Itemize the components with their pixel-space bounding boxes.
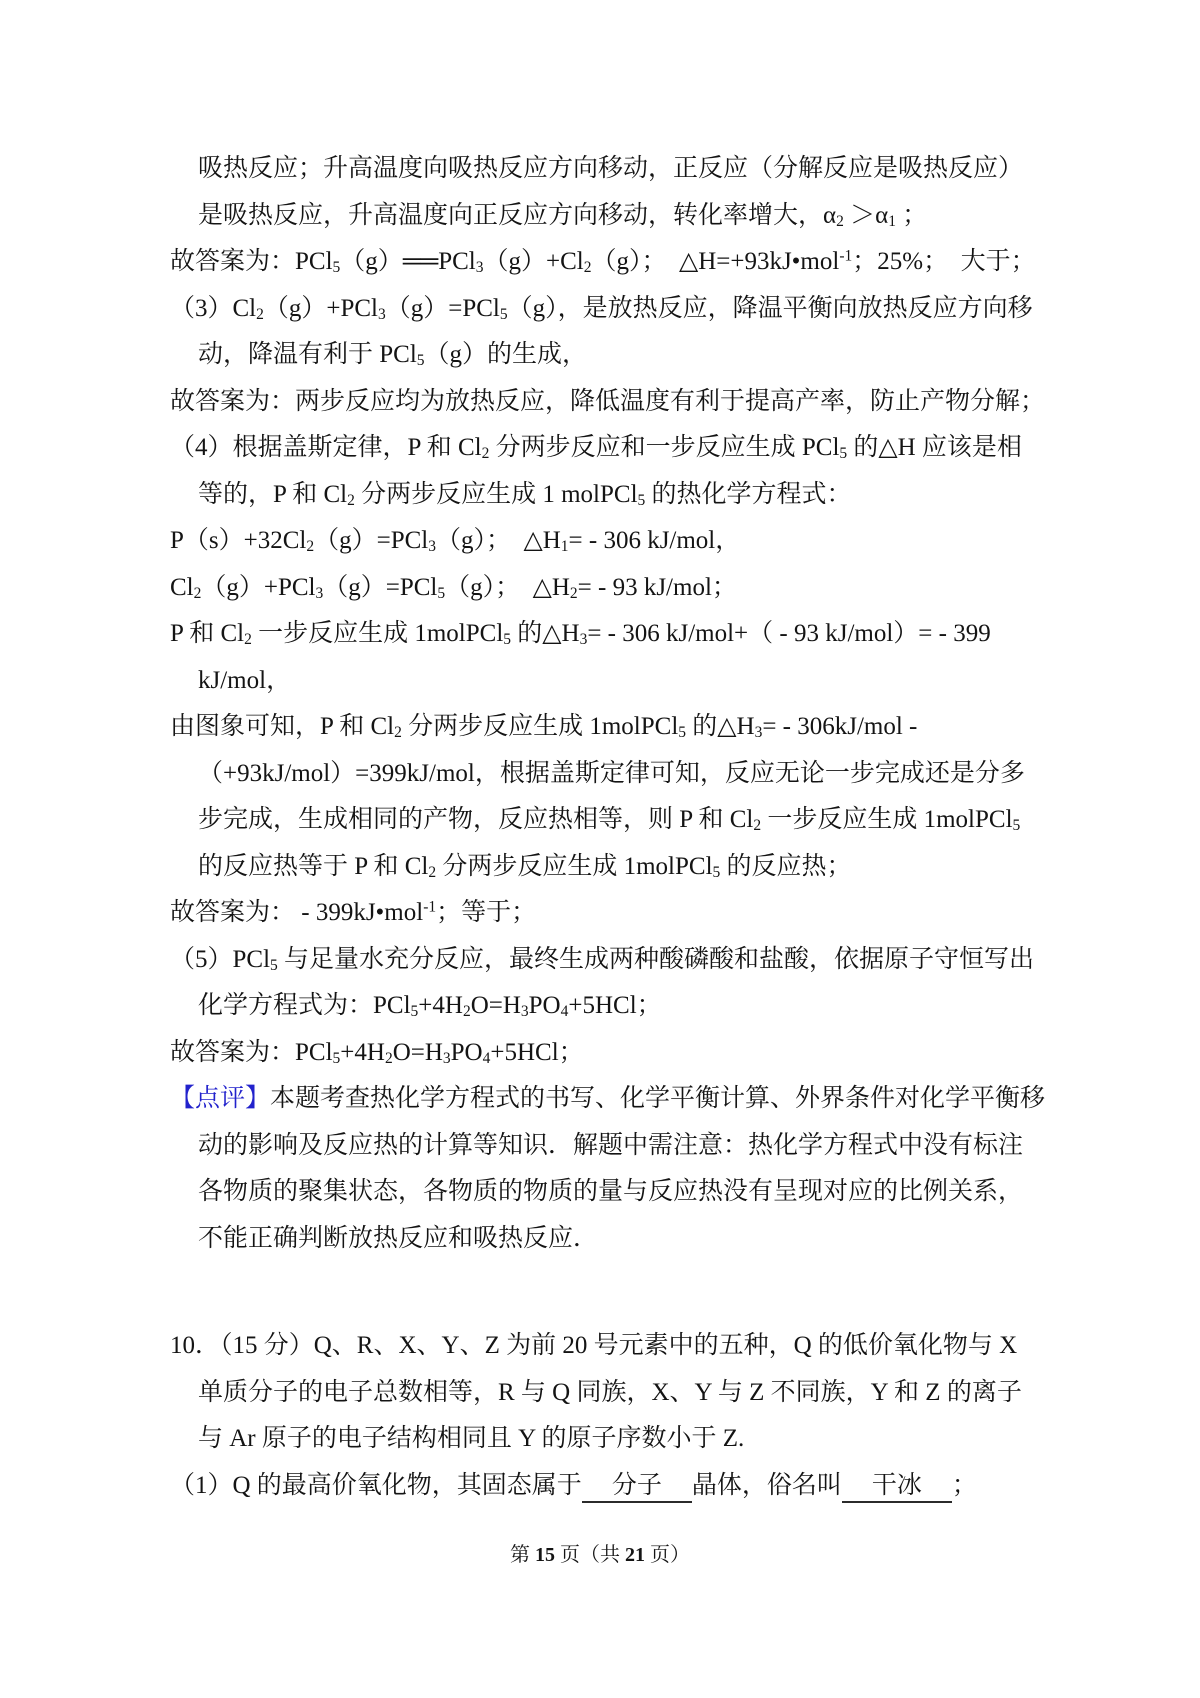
- text-span: 的反应热等于 P 和 $Cl_2$ 分两步反应生成 1molPCl$_5$ 的反应热；: [198, 852, 852, 881]
- text-span: kJ/mol，: [198, 666, 292, 694]
- text-line: [170, 983, 1075, 1030]
- text-span: $(3)Cl_2(g)+PCl_3(g)=PCl_5(g)$，是放热反应，降温平衡向放热反应方向移: [170, 294, 1033, 323]
- text-line: [170, 658, 1075, 705]
- text-span: 动的影响及反应热的计算等知识．解题中需注意：热化学方程式中没有标注: [198, 1131, 1024, 1159]
- text-span: 单质分子的电子总数相等，R 与 Q 同族，X、Y 与 Z 不同族，Y 和 Z 的离子: [198, 1378, 1022, 1406]
- text-line: [170, 797, 1075, 844]
- text-span: 各物质的聚集状态，各物质的物质的量与反应热没有呈现对应的比例关系，: [198, 1178, 1024, 1205]
- text-span: 故答案为：$PCl_5+4H_2O=H_3PO_4+5HCl$；: [170, 1038, 584, 1067]
- answer-blank: 干冰: [842, 1472, 952, 1503]
- text-span: ；: [951, 1471, 977, 1499]
- text-span: 10．（15 分）Q、R、X、Y、Z 为前 20 号元素中的五种，Q 的低价氧化物与 X: [170, 1332, 1018, 1359]
- text-line: [170, 937, 1075, 984]
- total-pages: 21: [625, 1544, 645, 1566]
- document-body: [170, 146, 1075, 1509]
- text-line: [170, 1416, 1075, 1463]
- text-span: 由图象可知，P 和 $Cl_2$ 分两步反应生成 1molPCl$_5$ 的$\triangle H_3= - 306kJ/mol$ -: [170, 713, 918, 741]
- text-line: [170, 890, 1075, 937]
- text-span: （1）Q 的最高价氧化物，其固态属于: [170, 1471, 582, 1499]
- text-span: 等的，P 和 $Cl_2$ 分两步反应生成 1 molPCl$_5$ 的热化学方程式：: [198, 480, 852, 509]
- text-line: [170, 425, 1075, 472]
- text-span: 故答案为： - 399kJ•mol$^{-1}$；等于；: [170, 898, 537, 926]
- text-line: [170, 1370, 1075, 1417]
- text-span: 本题考查热化学方程式的书写、化学平衡计算、外界条件对化学平衡移: [270, 1085, 1046, 1112]
- answer-blank: 分子: [582, 1472, 692, 1503]
- text-span: P 和 $Cl_2$ 一步反应生成 1molPCl$_5$ 的$\triangle H_3= - 306$ kJ/mol+（ - 93 kJ/mol）= - 399: [170, 620, 991, 648]
- text-span: 与 Ar 原子的电子结构相同且 Y 的原子序数小于 Z.: [198, 1425, 745, 1452]
- page-number: 15: [535, 1544, 555, 1566]
- text-line: [170, 565, 1075, 612]
- text-line: [170, 472, 1075, 519]
- text-line: [170, 1076, 1075, 1123]
- text-span: （4）根据盖斯定律，P 和 $Cl_2$ 分两步反应和一步反应生成 PCl$_5$ 的△H 应该是相: [170, 434, 1022, 462]
- text-span: 晶体，俗名叫: [691, 1471, 842, 1499]
- footer-text: 第: [510, 1544, 535, 1566]
- comment-label: 【点评】: [170, 1085, 271, 1112]
- text-span: 吸热反应；升高温度向吸热反应方向移动，正反应（分解反应是吸热反应）: [198, 155, 1024, 182]
- text-line: [170, 379, 1075, 426]
- text-span: 不能正确判断放热反应和吸热反应．: [198, 1224, 599, 1252]
- text-line: [170, 1463, 1075, 1510]
- text-span: 步完成，生成相同的产物，反应热相等，则 P 和 $Cl_2$ 一步反应生成 1molPCl$_5$: [198, 806, 1021, 834]
- text-line: [170, 611, 1075, 658]
- text-line: [170, 1123, 1075, 1170]
- text-span: 故答案为：$PCl_5(g)══PCl_3(g)+Cl_2(g)$； △H=+93kJ•mol$^{-1}$；25%； 大于；: [170, 247, 1036, 276]
- footer-text: 页）: [645, 1544, 690, 1566]
- text-line: [170, 844, 1075, 891]
- page-footer: [0, 1540, 1200, 1570]
- text-span: 化学方程式为：$PCl_5+4H_2O=H_3PO_4+5HCl$；: [198, 992, 662, 1020]
- text-span: 故答案为：两步反应均为放热反应，降低温度有利于提高产率，防止产物分解；: [170, 387, 1046, 415]
- text-line: [170, 146, 1075, 193]
- text-line: [170, 1030, 1075, 1077]
- text-line: [170, 1216, 1075, 1263]
- text-span: （+93kJ/mol）=399kJ/mol，根据盖斯定律可知，反应无论一步完成还是分多: [198, 759, 1025, 787]
- text-line: [170, 1169, 1075, 1216]
- text-line: [170, 518, 1075, 565]
- text-line: [170, 751, 1075, 798]
- text-line: [170, 332, 1075, 379]
- text-span: （5）PCl$_5$ 与足量水充分反应，最终生成两种酸磷酸和盐酸，依据原子守恒写出: [170, 945, 1035, 974]
- text-line: [170, 286, 1075, 333]
- text-line: [170, 239, 1075, 286]
- text-span: 动，降温有利于 PCl$_5$（g）的生成，: [198, 341, 588, 369]
- text-span: $Cl_2(g)+PCl_3(g)=PCl_5(g)$； $\triangle H_2= - 93$ kJ/mol；: [170, 573, 737, 602]
- text-span: $P(s)+32Cl_2(g)=PCl_3(g)$； $\triangle H_1= - 306$ kJ/mol，: [170, 527, 741, 555]
- text-span: 是吸热反应，升高温度向正反应方向移动，转化率增大，$\alpha_2 >\alpha_1$ ；: [198, 201, 928, 230]
- text-line: [170, 193, 1075, 240]
- blank-line: [170, 1262, 1075, 1323]
- text-line: [170, 704, 1075, 751]
- text-line: [170, 1323, 1075, 1370]
- footer-text: 页（共: [555, 1544, 625, 1566]
